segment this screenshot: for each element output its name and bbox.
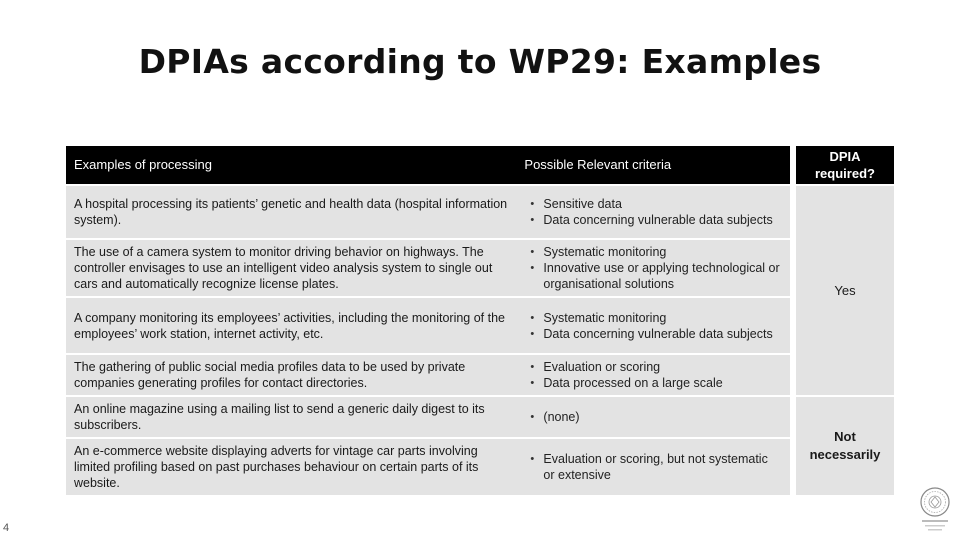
criteria-item: • Sensitive data xyxy=(530,196,782,212)
table-row xyxy=(66,439,894,495)
criteria-cell xyxy=(516,397,790,437)
table-header-row xyxy=(66,146,894,184)
dpia-examples-table xyxy=(66,144,894,497)
table-row xyxy=(66,240,894,296)
criteria-item: • Innovative use or applying technological or organisational solutions xyxy=(530,260,782,292)
example-cell: An online magazine using a mailing list to send a generic daily digest to its subscribers. xyxy=(66,397,516,437)
table-row xyxy=(66,355,894,395)
criteria-cell xyxy=(516,240,790,296)
criteria-item: • Systematic monitoring xyxy=(530,244,782,260)
criteria-cell xyxy=(516,186,790,238)
criteria-cell xyxy=(516,298,790,353)
example-cell: A company monitoring its employees’ activities, including the monitoring of the employees’ work station, internet activity, etc. xyxy=(66,298,516,353)
page-title: DPIAs according to WP29: Examples xyxy=(138,42,822,81)
criteria-list xyxy=(530,409,782,425)
criteria-item: • Data concerning vulnerable data subjects xyxy=(530,326,782,342)
criteria-item: • Data concerning vulnerable data subjects xyxy=(530,212,782,228)
criteria-cell xyxy=(516,439,790,495)
example-cell: The gathering of public social media profiles data to be used by private companies generating profiles for contact directories. xyxy=(66,355,516,395)
criteria-list xyxy=(530,451,782,483)
example-cell: An e-commerce website displaying adverts for vintage car parts involving limited profiling based on past purchases behaviour on certain parts of its website. xyxy=(66,439,516,495)
example-cell: The use of a camera system to monitor driving behavior on highways. The controller envisages to use an intelligent video analysis system to single out cars and automatically recognize license plates. xyxy=(66,240,516,296)
dpia-yes-cell: Yes xyxy=(796,186,894,395)
header-examples: Examples of processing xyxy=(66,146,516,184)
example-cell: A hospital processing its patients’ genetic and health data (hospital information system). xyxy=(66,186,516,238)
criteria-list xyxy=(530,244,782,292)
table-row xyxy=(66,298,894,353)
dpia-not-necessarily-cell xyxy=(796,397,894,495)
not-necessarily-label: Not necessarily xyxy=(809,429,881,462)
header-criteria: Possible Relevant criteria xyxy=(516,146,790,184)
criteria-cell xyxy=(516,355,790,395)
page-number: 4 xyxy=(3,522,10,534)
criteria-list xyxy=(530,310,782,342)
criteria-item: • Systematic monitoring xyxy=(530,310,782,326)
header-dpia-required: DPIA required? xyxy=(796,146,894,184)
criteria-item: • Data processed on a large scale xyxy=(530,375,782,391)
criteria-list xyxy=(530,359,782,391)
university-seal-icon xyxy=(917,486,953,534)
table-row xyxy=(66,397,894,437)
criteria-item: • Evaluation or scoring xyxy=(530,359,782,375)
criteria-item: • Evaluation or scoring, but not systematic or extensive xyxy=(530,451,782,483)
criteria-list xyxy=(530,196,782,228)
table-row xyxy=(66,186,894,238)
criteria-item: • (none) xyxy=(530,409,782,425)
